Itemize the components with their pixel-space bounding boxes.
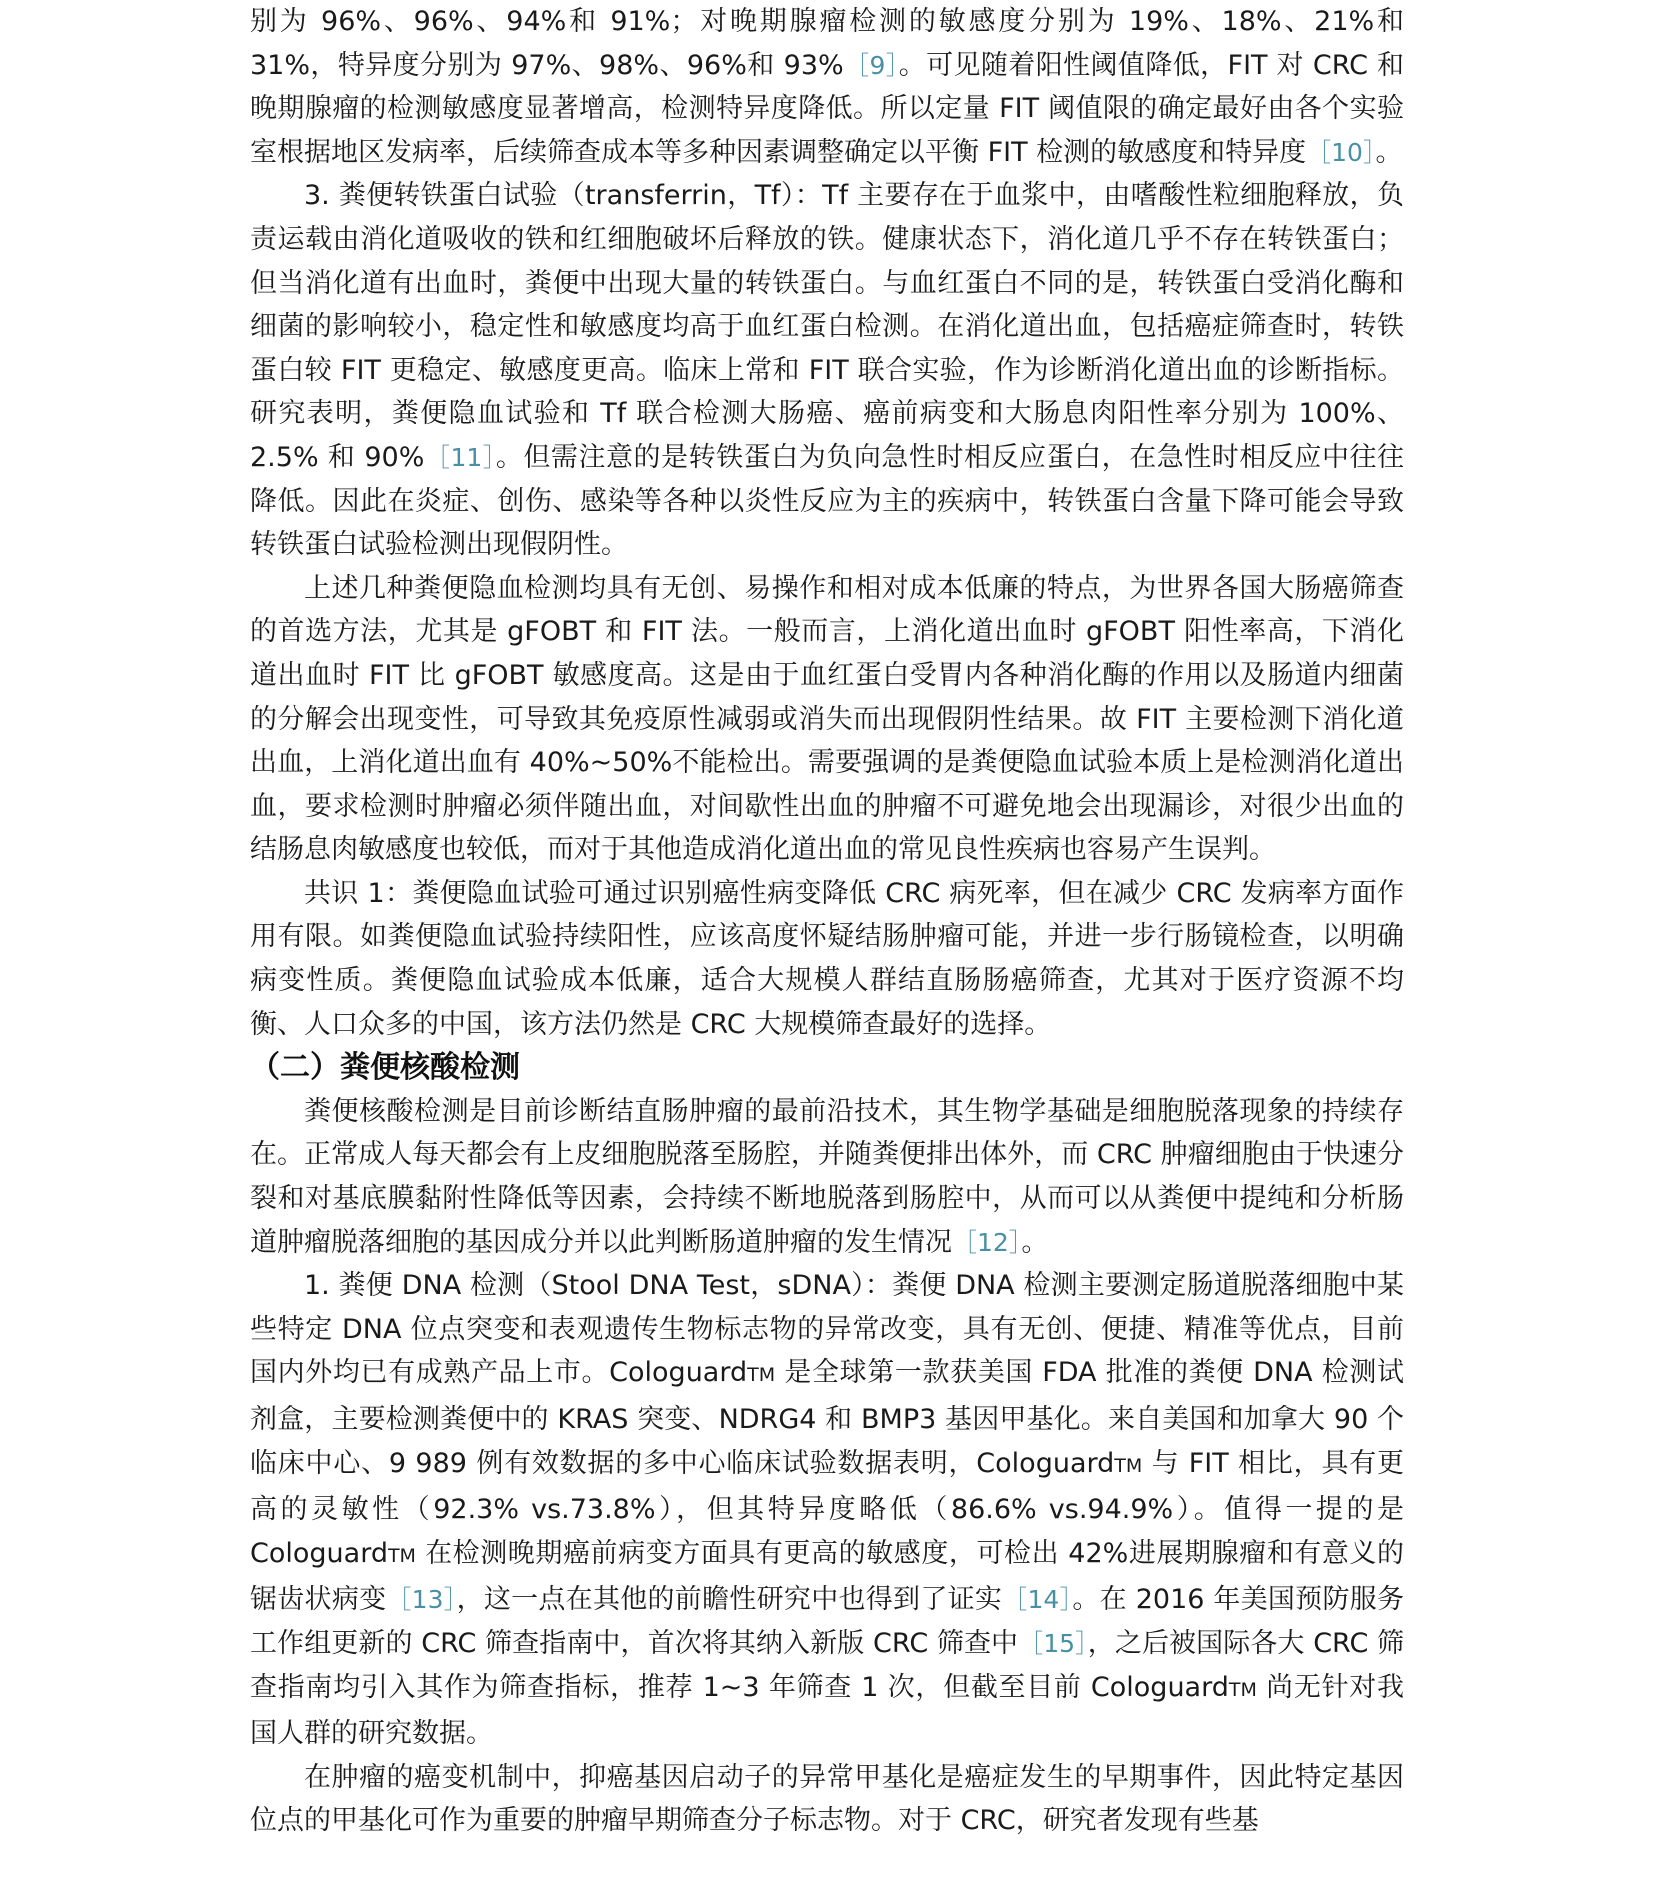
text-run: 与 FIT 相比，具有更高的灵敏性（92.3% vs.73.8%），但其特异度略低（86.6% vs.94.9%）。值得一提的是 Cologuard — [250, 1447, 1404, 1569]
text-run: ，这一点在其他的前瞻性研究中也得到了证实 — [456, 1584, 1003, 1616]
trademark-mark: TM — [747, 1364, 776, 1387]
document-page — [250, 0, 1404, 1843]
paragraph-sdna — [250, 1264, 1404, 1756]
citation-14[interactable]: ［14］ — [1002, 1585, 1073, 1615]
paragraph-fobt-summary: 上述几种粪便隐血检测均具有无创、易操作和相对成本低廉的特点，为世界各国大肠癌筛查的首选方法，尤其是 gFOBT 和 FIT 法。一般而言，上消化道出血时 gFOBT 阳性率高，下消化道出血时 FIT 比 gFOBT 敏感度高。这是由于血红蛋白受胃内各种消化酶的作用以及肠道内细菌的分解会出现变性，可导致其免疫原性减弱或消失而出现假阴性结果。故 FIT 主要检测下消化道出血，上消化道出血有 40%~50%不能检出。需要强调的是粪便隐血试验本质上是检测消化道出血，要求检测时肿瘤必须伴随出血，对间歇性出血的肿瘤不可避免地会出现漏诊，对很少出血的结肠息肉敏感度也较低，而对于其他造成消化道出血的常见良性疾病也容易产生误判。 — [250, 572, 1404, 866]
citation-15[interactable]: ［15］ — [1018, 1628, 1088, 1658]
trademark-mark: TM — [1114, 1454, 1143, 1477]
text-run: 。在 2016 年美国预防服务工作组更新的 CRC 筛查指南中，首次将其纳入新版 CRC 筛查中 — [250, 1584, 1405, 1659]
trademark-mark: TM — [387, 1544, 416, 1567]
trademark-mark: TM — [1228, 1678, 1257, 1701]
citation-10[interactable]: ［10］ — [1306, 137, 1376, 167]
section-heading: （二）粪便核酸检测 — [250, 1050, 520, 1086]
text-run: 别为 96%、96%、94%和 91%；对晚期腺瘤检测的敏感度分别为 19%、18%、21%和 31%，特异度分别为 97%、98%、96%和 93% — [250, 6, 1404, 81]
citation-12[interactable]: ［12］ — [952, 1227, 1022, 1257]
text-run: 。 — [1021, 1226, 1049, 1258]
text-run: ，之后被国际各大 CRC 筛查指南均引入其作为筛查指标，推荐 1~3 年筛查 1 次，但截至目前 Cologuard — [250, 1627, 1405, 1703]
paragraph-nucleic-acid-intro — [250, 1090, 1404, 1264]
citation-13[interactable]: ［13］ — [386, 1585, 457, 1615]
citation-11[interactable]: ［11］ — [424, 442, 496, 472]
text-run: 粪便核酸检测是目前诊断结直肠肿瘤的最前沿技术，其生物学基础是细胞脱落现象的持续存在。正常成人每天都会有上皮细胞脱落至肠腔，并随粪便排出体外，而 CRC 肿瘤细胞由于快速分裂和对基底膜黏附性降低等因素，会持续不断地脱落到肠腔中，从而可以从粪便中提纯和分析肠道肿瘤脱落细胞的基因成分并以此判断肠道肿瘤的发生情况 — [250, 1095, 1404, 1258]
citation-9[interactable]: ［9］ — [843, 50, 899, 80]
text-run: 尚无针对我国人群的研究数据。 — [250, 1671, 1404, 1750]
text-run: 是全球第一款获美国 FDA 批准的粪便 DNA 检测试剂盒，主要检测粪便中的 KRAS 突变、NDRG4 和 BMP3 基因甲基化。来自美国和加拿大 90 个临床中心、9 989 例有效数据的多中心临床试验数据表明，Cologuard — [250, 1357, 1405, 1479]
text-run: 。但需注意的是转铁蛋白为负向急性时相反应蛋白，在急性时相反应中往往降低。因此在炎症、创伤、感染等各种以炎性反应为主的疾病中，转铁蛋白含量下降可能会导致转铁蛋白试验检测出现假阴性。 — [250, 441, 1405, 561]
text-run: 在检测晚期癌前病变方面具有更高的敏感度，可检出 42%进展期腺瘤和有意义的锯齿状病变 — [250, 1537, 1404, 1616]
text-run: 。可见随着阳性阈值降低，FIT 对 CRC 和晚期腺瘤的检测敏感度显著增高，检测特异度降低。所以定量 FIT 阈值限的确定最好由各个实验室根据地区发病率，后续筛查成本等多种因素调整确定以平衡 FIT 检测的敏感度和特异度 — [250, 49, 1405, 168]
text-run: 3. 粪便转铁蛋白试验（transferrin，Tf）：Tf 主要存在于血浆中，由嗜酸性粒细胞释放，负责运载由消化道吸收的铁和红细胞破坏后释放的铁。健康状态下，消化道几乎不存在转铁蛋白；但当消化道有出血时，粪便中出现大量的转铁蛋白。与血红蛋白不同的是，转铁蛋白受消化酶和细菌的影响较小，稳定性和敏感度均高于血红蛋白检测。在消化道出血，包括癌症筛查时，转铁蛋白较 FIT 更稳定、敏感度更高。临床上常和 FIT 联合实验，作为诊断消化道出血的诊断指标。研究表明，粪便隐血试验和 Tf 联合检测大肠癌、癌前病变和大肠息肉阳性率分别为 100%、2.5% 和 90% — [250, 180, 1404, 473]
text-run: 。 — [1375, 136, 1403, 168]
text-run: 1. 粪便 DNA 检测（Stool DNA Test，sDNA）：粪便 DNA 检测主要测定肠道脱落细胞中某些特定 DNA 位点突变和表观遗传生物标志物的异常改变，具有无创、便捷、精准等优点，目前国内外均已有成熟产品上市。Cologuard — [250, 1270, 1404, 1389]
paragraph-fit-threshold — [250, 0, 1404, 174]
paragraph-consensus-1: 共识 1：粪便隐血试验可通过识别癌性病变降低 CRC 病死率，但在减少 CRC 发病率方面作用有限。如粪便隐血试验持续阳性，应该高度怀疑结肠肿瘤可能，并进一步行肠镜检查，以明确病变性质。粪便隐血试验成本低廉，适合大规模人群结直肠肠癌筛查，尤其对于医疗资源不均衡、人口众多的中国，该方法仍然是 CRC 大规模筛查最好的选择。 — [250, 877, 1404, 1040]
paragraph-methylation: 在肿瘤的癌变机制中，抑癌基因启动子的异常甲基化是癌症发生的早期事件，因此特定基因位点的甲基化可作为重要的肿瘤早期筛查分子标志物。对于 CRC，研究者发现有些基 — [250, 1761, 1404, 1837]
paragraph-transferrin — [250, 174, 1404, 566]
